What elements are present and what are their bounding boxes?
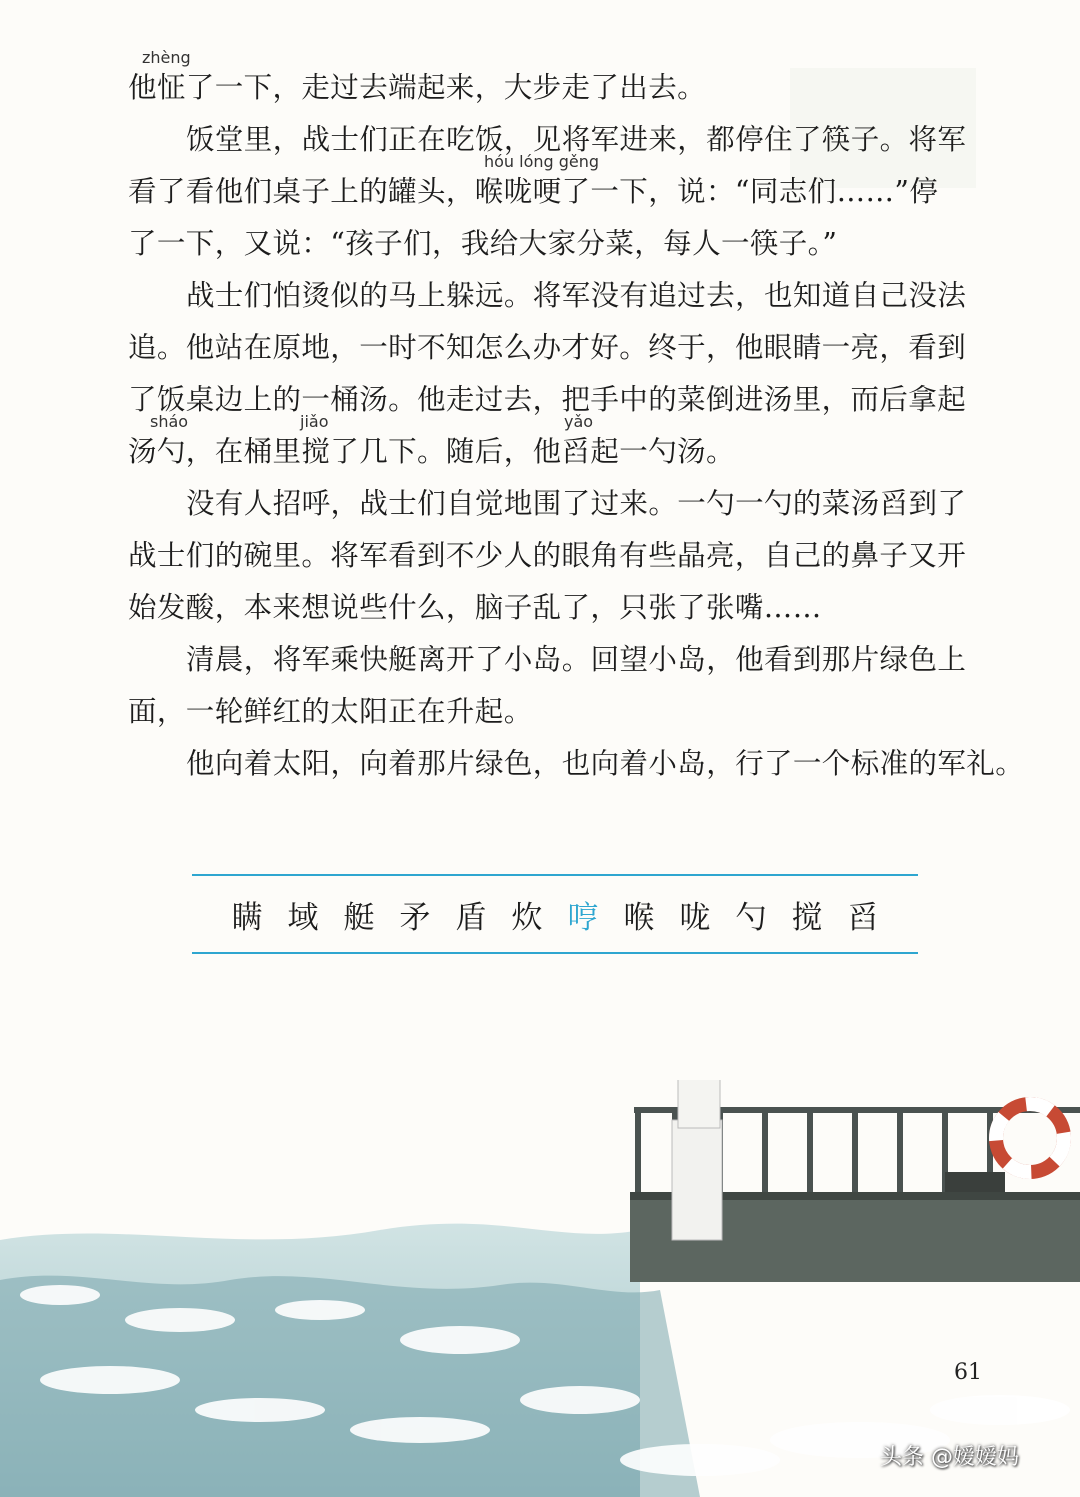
paragraph-line: 清晨，将军乘快艇离开了小岛。回望小岛，他看到那片绿色上 bbox=[186, 643, 967, 676]
paragraph-line: 了饭桌边上的一桶汤。他走过去，把手中的菜倒进汤里，而后拿起 bbox=[128, 383, 967, 416]
vocab-char: 域 bbox=[287, 899, 319, 936]
sailor-figure bbox=[672, 1080, 722, 1240]
vocab-char: 瞒 bbox=[231, 899, 263, 936]
vocab-char: 搅 bbox=[791, 899, 823, 936]
paragraph-line: 战士们怕烫似的马上躲远。将军没有追过去，也知道自己没法 bbox=[186, 279, 967, 312]
vocab-char: 炊 bbox=[511, 899, 543, 936]
pinyin-annotation: hóu lóng gěng bbox=[484, 152, 600, 171]
paragraph-line: sháo jiǎo yǎo 汤勺，在桶里搅了几下。随后，他舀起一勺汤。 bbox=[128, 412, 735, 468]
pinyin-annotation: sháo bbox=[150, 412, 189, 431]
vocab-char: 舀 bbox=[847, 899, 879, 936]
vocabulary-box bbox=[192, 874, 918, 954]
paragraph-line: hóu lóng gěng 看了看他们桌子上的罐头，喉咙哽了一下，说：“同志们……”停 bbox=[128, 152, 939, 208]
vocab-char: 盾 bbox=[455, 899, 487, 936]
vocab-char: 咙 bbox=[679, 899, 711, 936]
paragraph-line: 他向着太阳，向着那片绿色，也向着小岛，行了一个标准的军礼。 bbox=[186, 747, 1025, 780]
paragraph-line: 了一下，又说：“孩子们，我给大家分菜，每人一筷子。” bbox=[128, 227, 838, 260]
pinyin-annotation: jiǎo bbox=[300, 412, 329, 431]
paragraph-line: zhèng 他怔了一下，走过去端起来，大步走了出去。 bbox=[128, 48, 707, 104]
pinyin-annotation: zhèng bbox=[142, 48, 191, 67]
story-text bbox=[128, 48, 1025, 790]
vocab-char-highlighted: 哼 bbox=[567, 899, 599, 936]
paragraph-line: 面，一轮鲜红的太阳正在升起。 bbox=[128, 695, 533, 728]
vocab-char: 矛 bbox=[399, 899, 431, 936]
sea-boat-illustration bbox=[0, 1080, 1080, 1497]
paragraph-line: 始发酸，本来想说些什么，脑子乱了，只张了张嘴…… bbox=[128, 591, 822, 624]
vocab-char: 艇 bbox=[343, 899, 375, 936]
paragraph-line: 饭堂里，战士们正在吃饭，见将军进来，都停住了筷子。将军 bbox=[186, 123, 967, 156]
page-number: 61 bbox=[954, 1360, 982, 1385]
paragraph-line: 没有人招呼，战士们自觉地围了过来。一勺一勺的菜汤舀到了 bbox=[186, 487, 967, 520]
watermark: 头条 @嫒嫒妈 bbox=[880, 1445, 1019, 1470]
vocabulary-characters bbox=[231, 892, 879, 937]
paragraph-line: 追。他站在原地，一时不知怎么办才好。终于，他眼睛一亮，看到 bbox=[128, 331, 967, 364]
pinyin-annotation: yǎo bbox=[564, 412, 594, 431]
vocab-char: 喉 bbox=[623, 899, 655, 936]
vocab-char: 勺 bbox=[735, 899, 767, 936]
paragraph-line: 战士们的碗里。将军看到不少人的眼角有些晶亮，自己的鼻子又开 bbox=[128, 539, 967, 572]
